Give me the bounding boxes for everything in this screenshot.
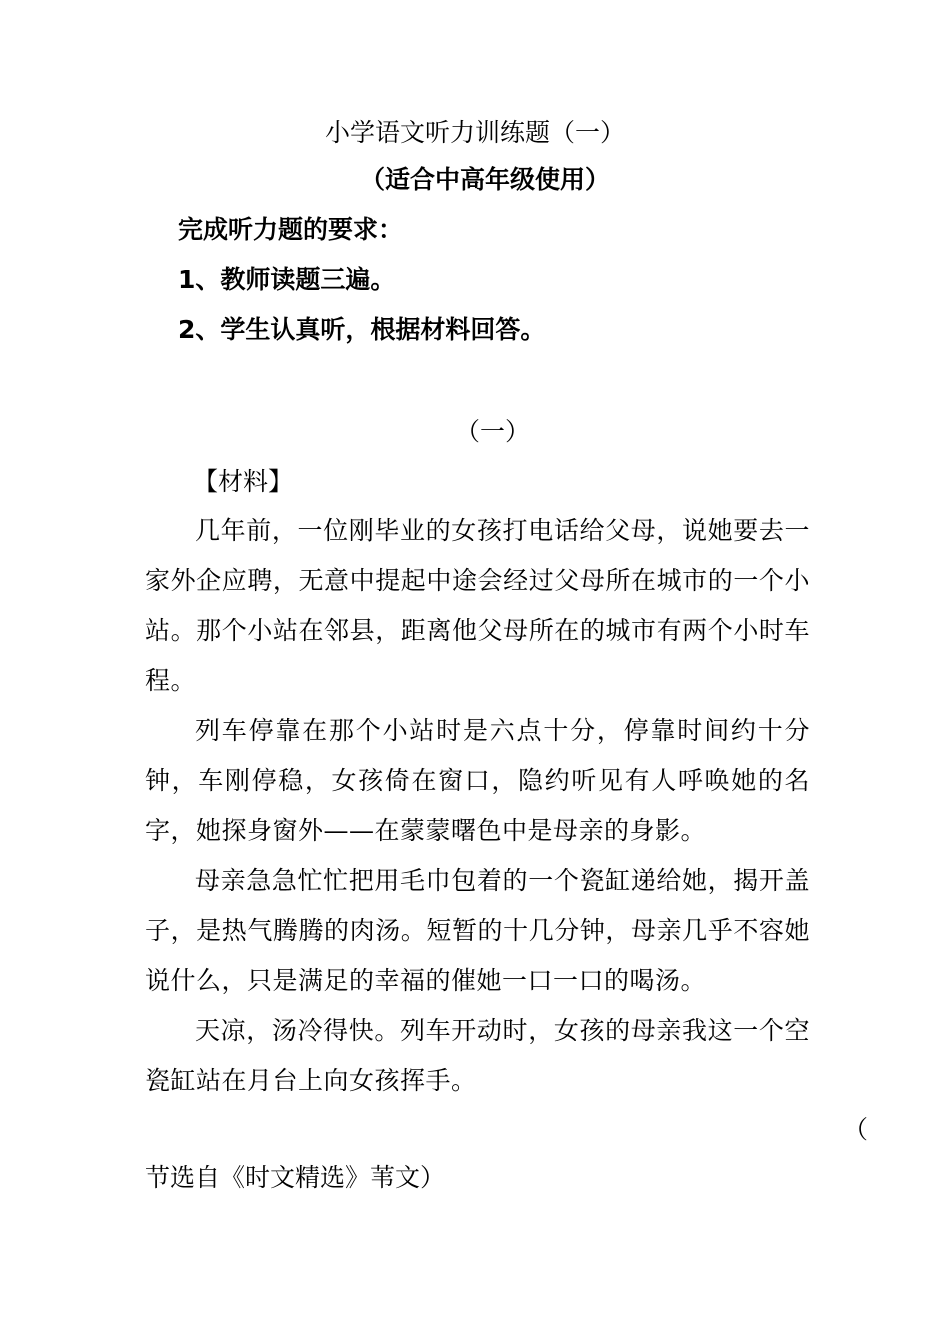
document-subtitle: （适合中高年级使用） [359,165,610,194]
requirement-item-2: 2、学生认真听，根据材料回答。 [178,315,546,344]
requirement-item-1: 1、教师读题三遍。 [178,265,396,294]
document-title: 小学语文听力训练题（一） [324,118,625,147]
material-paragraph-1: 几年前，一位刚毕业的女孩打电话给父母，说她要去一家外企应聘，无意中提起中途会经过父母所在城市的一个小站。那个小站在邻县，距离他父母所在的城市有两个小时车程。 [145,516,810,695]
material-paragraph-2: 列车停靠在那个小站时是六点十分，停靠时间约十分钟，车刚停稳，女孩倚在窗口，隐约听见有人呼唤她的名字，她探身窗外——在蒙蒙曙色中是母亲的身影。 [145,716,810,845]
material-label: 【材料】 [193,467,294,496]
material-paragraph-3: 母亲急急忙忙把用毛巾包着的一个瓷缸递给她，揭开盖子，是热气腾腾的肉汤。短暂的十几分钟，母亲几乎不容她说什么，只是满足的幸福的催她一口一口的喝汤。 [145,866,810,995]
material-paragraph-4: 天凉，汤冷得快。列车开动时，女孩的母亲我这一个空瓷缸站在月台上向女孩挥手。 [145,1016,810,1095]
section-number: （一） [454,417,530,446]
source-citation: 节选自《时文精选》苇文） [145,1163,446,1192]
requirements-heading: 完成听力题的要求： [178,215,404,244]
source-open-paren: （ [843,1115,869,1144]
